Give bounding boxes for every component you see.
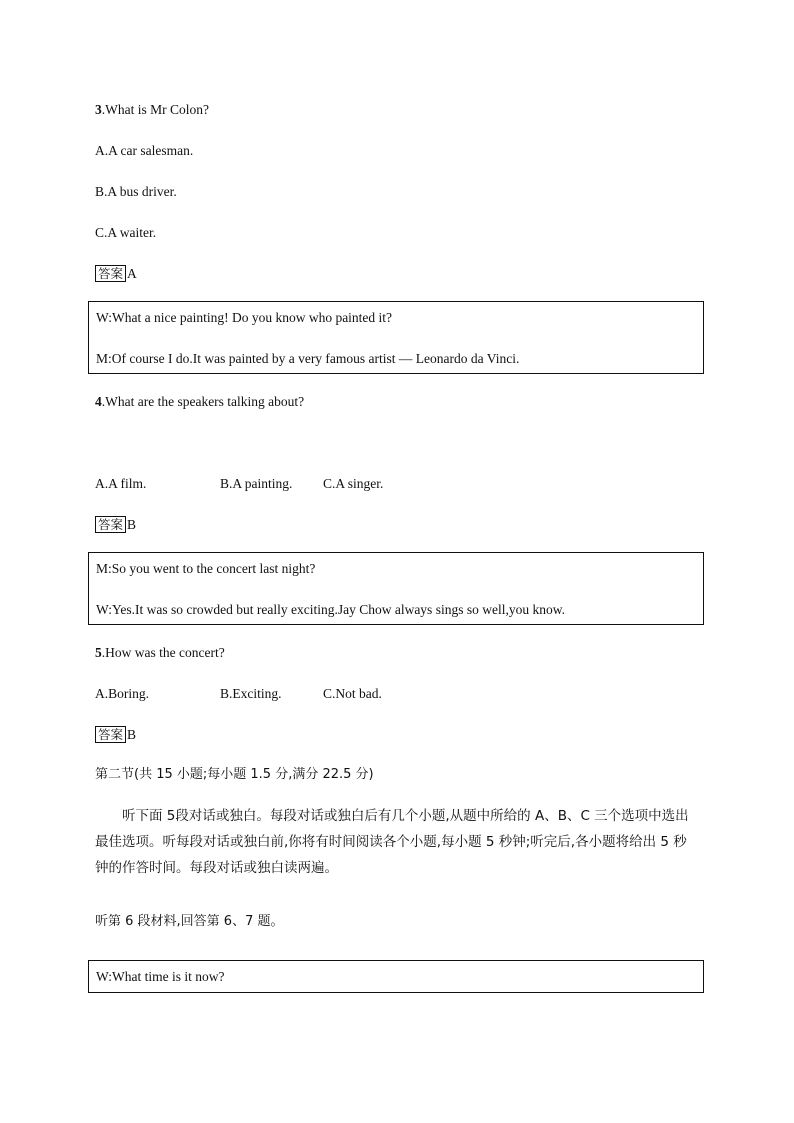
section-instructions: 听下面 5段对话或独白。每段对话或独白后有几个小题,从题中所给的 A、B、C 三个选项中选出最佳选项。听每段对话或独白前,你将有时间阅读各个小题,每小题 5 秒钟;听完后,各小题将给出 5 秒钟的作答时间。每段对话或独白读两遍。 [95, 808, 689, 876]
q5-option-a: A.Boring. [95, 686, 149, 701]
transcript-line: M:So you went to the concert last night? [96, 561, 316, 576]
q3-option-a: A.A car salesman. [95, 143, 194, 158]
q4-option-b: B.A painting. [220, 476, 293, 491]
material-line: 听第 6 段材料,回答第 6、7 题。 [95, 914, 284, 929]
q5-option-b: B.Exciting. [220, 686, 282, 701]
q3-option-b: B.A bus driver. [95, 184, 177, 199]
answer-label: 答案 [95, 265, 126, 282]
q3-option-c: C.A waiter. [95, 225, 157, 240]
question-number: 3 [95, 102, 102, 117]
transcript-line: W:What a nice painting! Do you know who painted it? [96, 310, 393, 325]
transcript-line: W:Yes.It was so crowded but really exciting.Jay Chow always sings so well,you know. [96, 602, 565, 617]
question-number: 5 [95, 645, 102, 660]
question-number: 4 [95, 394, 102, 409]
transcript-box-4 [88, 301, 704, 374]
q5-answer [95, 726, 136, 743]
question-text: .What is Mr Colon? [101, 102, 209, 117]
question-5 [95, 645, 225, 661]
transcript-line: M:Of course I do.It was painted by a very famous artist — Leonardo da Vinci. [96, 351, 520, 366]
question-text: .What are the speakers talking about? [101, 394, 305, 409]
question-text: .How was the concert? [101, 645, 225, 660]
q5-option-c: C.Not bad. [323, 686, 382, 701]
question-3 [95, 102, 209, 118]
answer-label: 答案 [95, 726, 126, 743]
answer-value: B [127, 727, 137, 742]
answer-label: 答案 [95, 516, 126, 533]
transcript-box-6 [88, 960, 704, 993]
q4-option-a: A.A film. [95, 476, 147, 491]
q4-answer [95, 516, 136, 533]
question-4 [95, 394, 304, 410]
transcript-line: W:What time is it now? [96, 969, 225, 984]
q3-answer [95, 265, 137, 282]
transcript-box-5 [88, 552, 704, 625]
answer-value: A [127, 266, 137, 281]
answer-value: B [127, 517, 137, 532]
section-heading: 第二节(共 15 小题;每小题 1.5 分,满分 22.5 分) [95, 767, 374, 782]
q4-option-c: C.A singer. [323, 476, 384, 491]
